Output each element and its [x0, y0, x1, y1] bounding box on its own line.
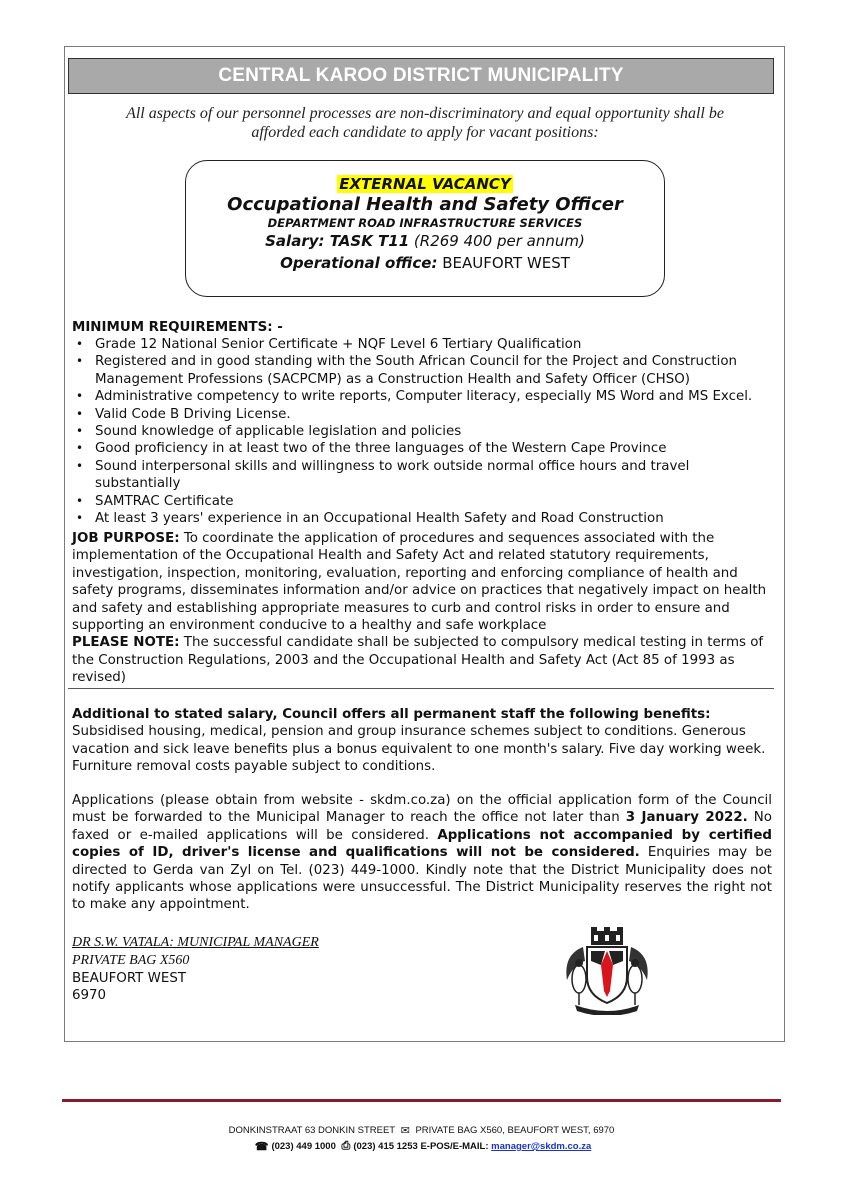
municipal-crest-icon — [553, 925, 661, 1015]
intro-line-1: All aspects of our personnel processes are non-discriminatory and equal opportunity shall be — [126, 105, 724, 122]
footer-email-link[interactable]: manager@skdm.co.za — [491, 1141, 592, 1153]
office-value: BEAUFORT WEST — [437, 254, 570, 272]
telephone-icon: ☎ — [254, 1141, 269, 1153]
benefits-heading: Additional to stated salary, Council offers all permanent staff the following benefits: — [72, 707, 711, 722]
footer-address — [62, 1124, 781, 1137]
applications-text-3: Enquiries may be directed to Gerda van Zyl on Tel. (023) 449-1000. Kindly note that the District Municipality does not notify applicants whose applications were unsuccessful. The District Municipality reserves the right not to make any appointment. — [72, 845, 772, 913]
office-label: Operational office: — [280, 254, 438, 272]
department: DEPARTMENT ROAD INFRASTRUCTURE SERVICES — [267, 216, 583, 230]
section-divider — [68, 688, 774, 689]
job-title: Occupational Health and Safety Officer — [227, 194, 623, 215]
job-purpose — [72, 530, 772, 634]
please-note — [72, 634, 772, 686]
list-item: • Sound knowledge of applicable legislation and policies — [72, 423, 777, 440]
list-item: • SAMTRAC Certificate — [72, 493, 777, 510]
vacancy-type-badge: EXTERNAL VACANCY — [339, 175, 511, 193]
please-note-label: PLEASE NOTE: — [72, 635, 180, 651]
signature-postal-code: 6970 — [72, 988, 107, 1004]
requirements-list — [72, 336, 777, 527]
intro-statement — [80, 104, 770, 142]
footer-rule — [62, 1099, 781, 1102]
list-item: • Good proficiency in at least two of the three languages of the Western Cape Province — [72, 440, 777, 457]
list-item: • Sound interpersonal skills and willingness to work outside normal office hours and travel substantially — [72, 458, 777, 493]
vacancy-box — [185, 160, 665, 297]
list-item: • Registered and in good standing with the South African Council for the Project and Construction Management Professions (SACPCMP) as a Construction Health and Safety Officer (CHSO) — [72, 353, 777, 388]
signature-block — [72, 934, 319, 1005]
please-note-text: The successful candidate shall be subjected to compulsory medical testing in terms of the Construction Regulations, 2003 and the Occupational Health and Safety Act (Act 85 of 1993 as revised) — [72, 635, 764, 686]
applications-text-1: Applications (please obtain from website - skdm.co.za) on the official application form of the Council must be forwarded to the Municipal Manager to reach the office not later than — [72, 793, 772, 826]
operational-office — [186, 251, 664, 275]
salary-label: Salary: TASK T11 — [265, 232, 410, 250]
fax-icon: ⎙ — [341, 1140, 351, 1152]
list-item: • Grade 12 National Senior Certificate + NQF Level 6 Tertiary Qualification — [72, 336, 777, 353]
salary-value: (R269 400 per annum) — [409, 232, 585, 250]
list-item: • Valid Code B Driving License. — [72, 406, 777, 423]
applications-section — [72, 792, 772, 914]
footer-fax: (023) 415 1253 — [353, 1141, 418, 1153]
municipality-title: CENTRAL KAROO DISTRICT MUNICIPALITY — [68, 58, 774, 94]
footer-email-label: E-POS/E-MAIL: — [420, 1141, 489, 1153]
signature-address-line: PRIVATE BAG X560 — [72, 952, 190, 968]
benefits-section — [72, 706, 772, 776]
list-item: • At least 3 years' experience in an Occupational Health Safety and Road Construction — [72, 510, 777, 527]
signatory-name: DR S.W. VATALA: MUNICIPAL MANAGER — [72, 935, 319, 950]
job-purpose-text: To coordinate the application of procedures and sequences associated with the implementation of the Occupational Health and Safety Act and related statutory requirements, investigation, inspection, monitoring, evaluation, reporting and enforcing compliance of health and safety programs, disseminates information and/or advice on practices that negatively impact on health and safety and establishing appropriate measures to curb and control risks in order to ensure and supporting an environment conducive to a healthy and safe workplace — [72, 531, 767, 634]
footer-contact — [62, 1140, 781, 1153]
mailbox-icon: ✉ — [400, 1125, 410, 1137]
applications-text-2: No faxed or e-mailed applications will be considered. — [72, 810, 773, 843]
intro-line-2: afforded each candidate to apply for vacant positions: — [251, 124, 599, 141]
applications-warning: Applications not accompanied by certified copies of ID, driver's license and qualifications will not be considered. — [72, 827, 772, 861]
application-deadline: 3 January 2022. — [625, 810, 748, 826]
benefits-text: Subsidised housing, medical, pension and group insurance schemes subject to conditions. Generous vacation and sick leave benefits plus a bonus equivalent to one month's salary. Five day working week. Furniture removal costs payable subject to conditions. — [72, 724, 766, 775]
list-item: • Administrative competency to write reports, Computer literacy, especially MS Word and MS Excel. — [72, 388, 777, 405]
footer-phone: (023) 449 1000 — [271, 1141, 336, 1153]
footer-postal: PRIVATE BAG X560, BEAUFORT WEST, 6970 — [415, 1125, 615, 1137]
footer-street: DONKINSTRAAT 63 DONKIN STREET — [228, 1125, 395, 1137]
signature-town: BEAUFORT WEST — [72, 970, 186, 986]
salary — [186, 231, 664, 251]
job-purpose-section — [72, 530, 772, 687]
requirements-heading: MINIMUM REQUIREMENTS: - — [72, 320, 283, 335]
job-purpose-label: JOB PURPOSE: — [72, 531, 180, 546]
